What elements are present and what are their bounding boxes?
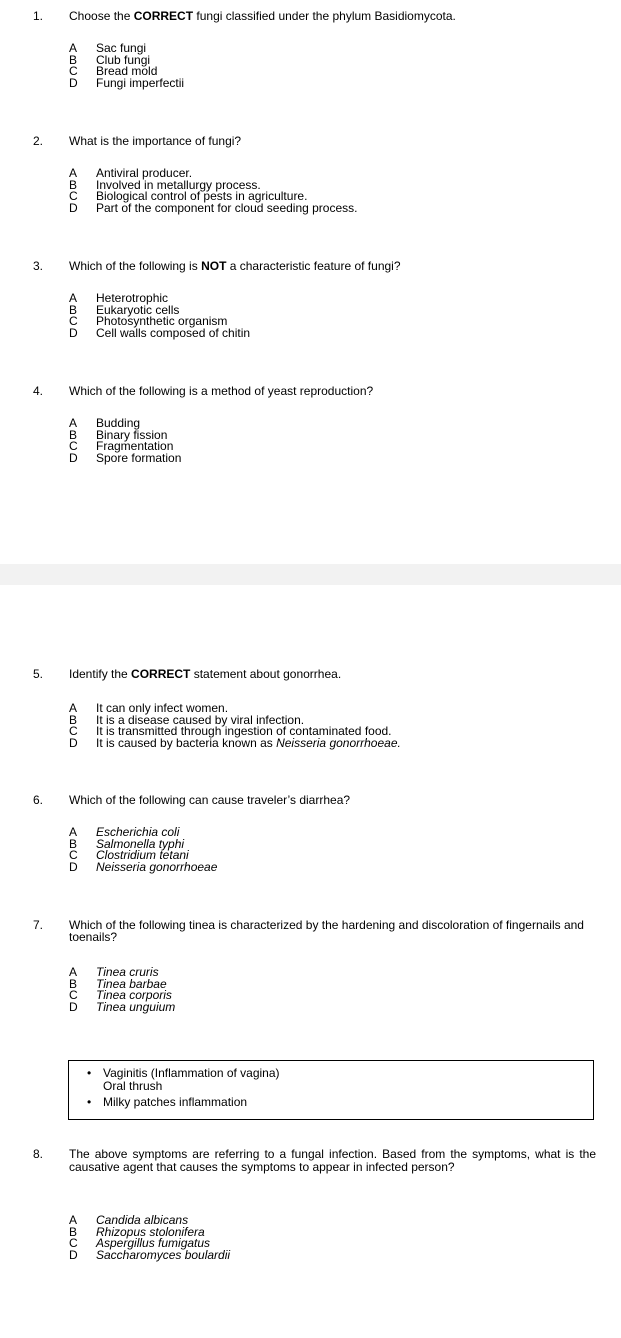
- question-text: What is the importance of fungi?: [69, 134, 242, 148]
- option-c[interactable]: C Photosynthetic organism: [69, 314, 228, 329]
- option-b[interactable]: B It is a disease caused by viral infection.: [69, 712, 305, 727]
- option-b[interactable]: B Tinea barbae: [69, 976, 167, 991]
- option-d[interactable]: D Part of the component for cloud seeding process.: [69, 201, 358, 216]
- option-d[interactable]: D Cell walls composed of chitin: [69, 326, 251, 341]
- question-number: 4.: [33, 384, 44, 398]
- question-number: 5.: [33, 667, 44, 681]
- question-text: Identify the CORRECT statement about gonorrhea.: [69, 667, 342, 681]
- option-c[interactable]: C Fragmentation: [69, 439, 174, 454]
- option-d[interactable]: D Spore formation: [69, 451, 182, 466]
- question-text: Which of the following can cause traveler’s diarrhea?: [69, 793, 351, 807]
- symptom-item: Oral thrush: [103, 1079, 163, 1093]
- option-a[interactable]: A Sac fungi: [69, 41, 147, 55]
- options-list: [69, 42, 184, 89]
- option-a[interactable]: A Candida albicans: [69, 1213, 189, 1227]
- option-c[interactable]: C Bread mold: [69, 64, 158, 79]
- question-number: 2.: [33, 134, 44, 148]
- option-b[interactable]: B Binary fission: [69, 427, 168, 442]
- symptoms-box: [68, 1060, 594, 1120]
- symptom-item: • Vaginitis (Inflammation of vagina): [87, 1066, 280, 1080]
- option-a[interactable]: A Escherichia coli: [69, 825, 180, 839]
- question-number: 1.: [33, 9, 44, 23]
- page-break: [0, 564, 621, 585]
- option-c[interactable]: C Aspergillus fumigatus: [69, 1236, 211, 1251]
- option-d[interactable]: D Neisseria gonorrhoeae: [69, 860, 218, 875]
- option-b[interactable]: B Salmonella typhi: [69, 836, 185, 851]
- option-d[interactable]: D Fungi imperfectii: [69, 76, 185, 91]
- option-a[interactable]: A Antiviral producer.: [69, 166, 193, 180]
- option-a[interactable]: A It can only infect women.: [69, 701, 229, 715]
- option-b[interactable]: B Involved in metallurgy process.: [69, 177, 261, 192]
- options-list: [69, 1214, 230, 1261]
- option-a[interactable]: A Tinea cruris: [69, 965, 159, 979]
- options-list: [69, 292, 250, 339]
- question-number: 6.: [33, 793, 44, 807]
- option-b[interactable]: B Club fungi: [69, 52, 151, 67]
- question-number: 8.: [33, 1147, 44, 1161]
- option-d[interactable]: D Tinea unguium: [69, 1000, 176, 1015]
- option-d[interactable]: D Saccharomyces boulardii: [69, 1248, 231, 1263]
- question-text: Choose the CORRECT fungi classified under the phylum Basidiomycota.: [69, 9, 456, 23]
- question-number: 3.: [33, 259, 44, 273]
- question-number: 7.: [33, 918, 44, 932]
- option-c[interactable]: C Clostridium tetani: [69, 848, 189, 863]
- options-list: [69, 702, 401, 749]
- option-c[interactable]: C Tinea corporis: [69, 988, 172, 1003]
- question-text: Which of the following is NOT a characteristic feature of fungi?: [69, 259, 401, 273]
- options-list: [69, 167, 358, 214]
- option-a[interactable]: A Heterotrophic: [69, 291, 169, 305]
- options-list: [69, 417, 181, 464]
- question-text: The above symptoms are referring to a fungal infection. Based from the symptoms, what is the causative agent that causes the symptoms to appear in infected person?: [69, 1147, 596, 1174]
- symptom-item: • Milky patches inflammation: [87, 1095, 248, 1109]
- option-b[interactable]: B Rhizopus stolonifera: [69, 1224, 205, 1239]
- question-text: Which of the following is a method of yeast reproduction?: [69, 384, 374, 398]
- symptoms-list: [87, 1066, 280, 1109]
- option-c[interactable]: C It is transmitted through ingestion of contaminated food.: [69, 724, 392, 739]
- option-b[interactable]: B Eukaryotic cells: [69, 302, 180, 317]
- options-list: [69, 826, 217, 873]
- option-d[interactable]: D It is caused by bacteria known as Neisseria gonorrhoeae.: [69, 736, 401, 751]
- option-c[interactable]: C Biological control of pests in agriculture.: [69, 189, 308, 204]
- options-list: [69, 966, 175, 1013]
- question-text: Which of the following tinea is characterized by the hardening and discoloration of fingernails and toenails?: [69, 918, 584, 944]
- option-a[interactable]: A Budding: [69, 416, 141, 430]
